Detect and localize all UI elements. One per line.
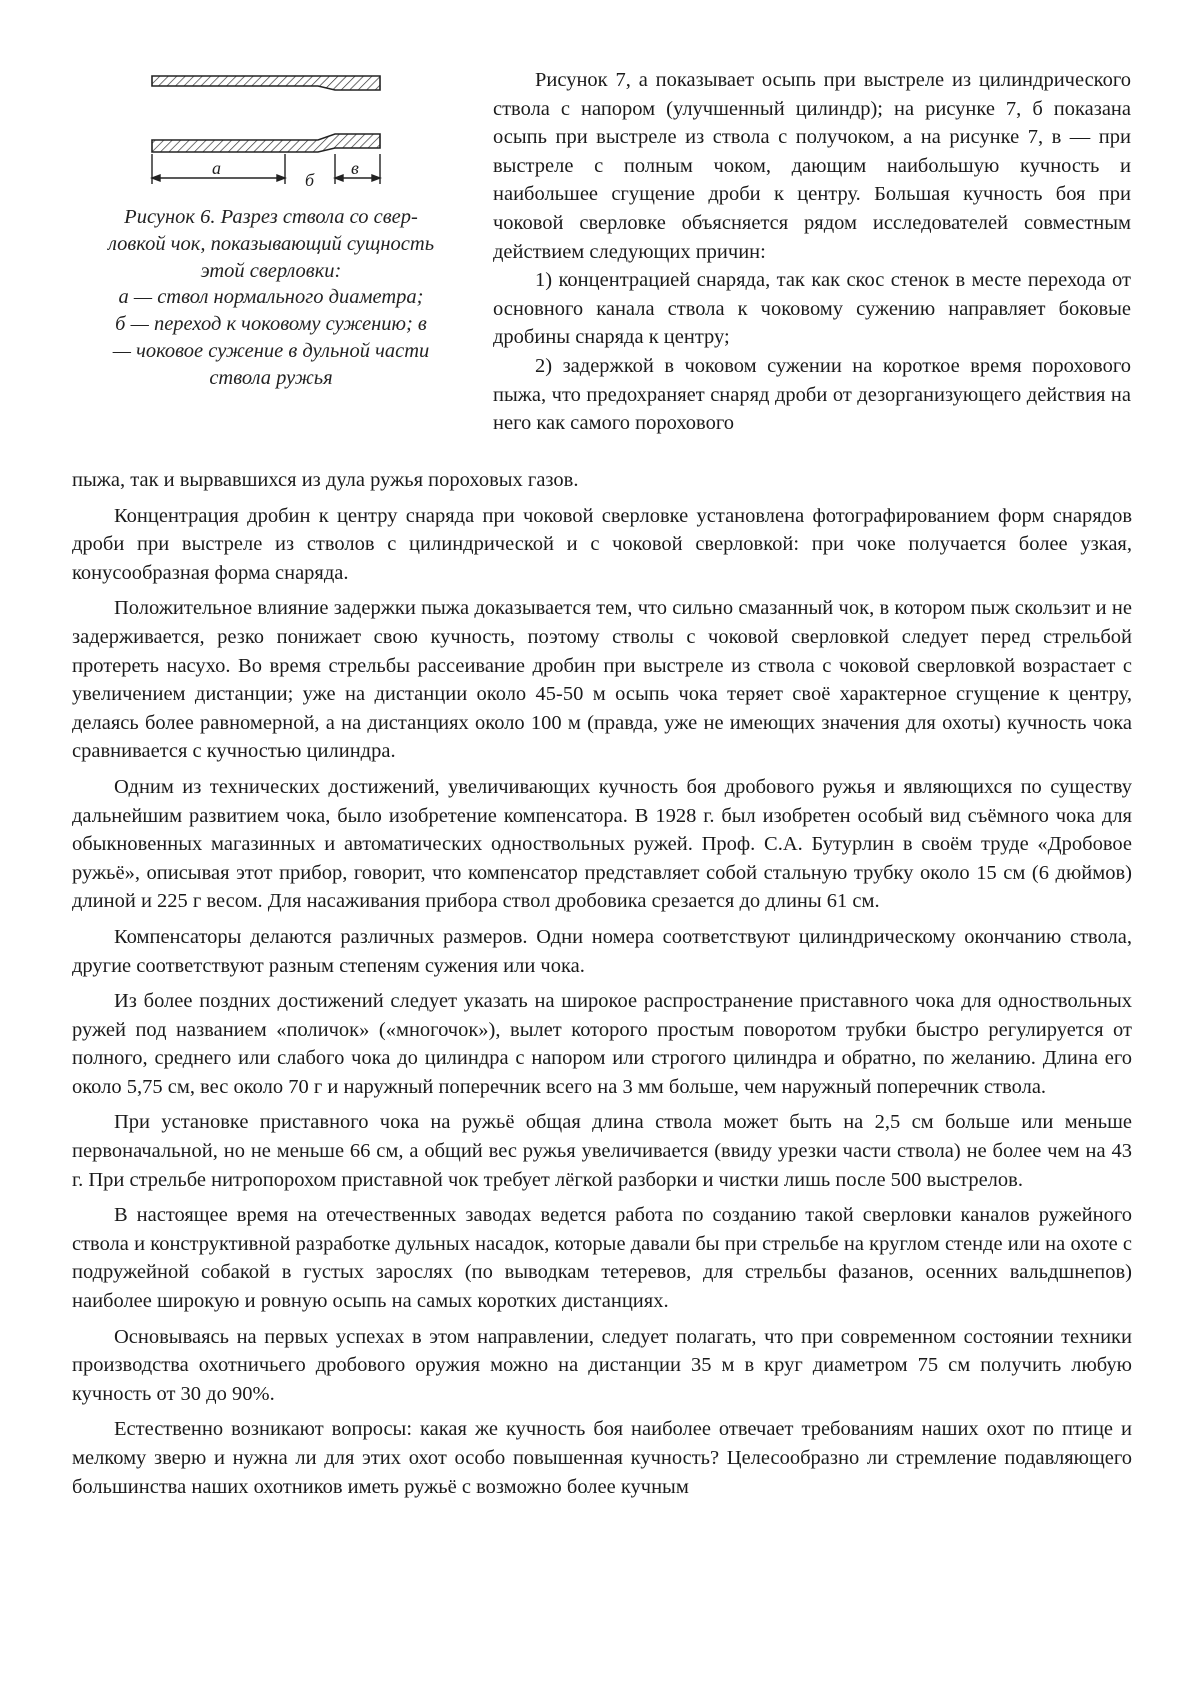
caption-line: ловкой чок, показывающий сущность <box>107 232 435 255</box>
paragraph: Основываясь на первых успехах в этом направлении, следует полагать, что при современном состоянии техники производства охотничьего дробового оружия можно на дистанции 35 м в круг диаметром 75 см получить любую кучность от 30 до 90%. <box>72 1325 1132 1405</box>
paragraph: 1) концентрацией снаряда, так как скос стенок в месте перехода от основного канала ствола к чоковому сужению направляет боковые дробины снаряда к центру; <box>493 269 1131 349</box>
paragraph: Одним из технических достижений, увеличивающих кучность боя дробового ружья и являющихся по существу дальнейшим развитием чока, было изобретение компенсатора. В 1928 г. был изобретен особый вид съёмного чока для обыкновенных магазинных и автоматических одноствольных ружей. Проф. С.А. Бутурлин в своём труде «Дробовое ружьё», описывая этот прибор, говорит, что компенсатор представляет собой стальную трубку около 15 см (6 дюймов) длиной и 225 г весом. Для насаживания прибора ствол дробовика срезается до длины 61 см. <box>72 775 1132 913</box>
barrel-wall-bottom <box>152 134 380 152</box>
right-column-text <box>493 66 1131 438</box>
dimension-label-a: а <box>212 158 221 178</box>
paragraph-continuation: пыжа, так и вырвавшихся из дула ружья пороховых газов. <box>72 469 579 491</box>
paragraph: Положительное влияние задержки пыжа доказывается тем, что сильно смазанный чок, в котором пыж скользит и не задерживается, резко понижает свою кучность, поэтому стволы с чоковой сверловкой следует перед стрельбой протереть насухо. Во время стрельбы рассеивание дробин при выстреле из ствола с чоковой сверловкой возрастает с увеличением дистанции; уже на дистанции около 45-50 м осыпь чока теряет своё характерное сгущение к центру, делаясь более равномерной, а на дистанциях около 100 м (правда, уже не имеющих значения для охоты) кучность чока сравнивается с кучностью цилиндра. <box>72 597 1132 763</box>
paragraph: Концентрация дробин к центру снаряда при чоковой сверловке установлена фотографированием форм снарядов дроби при выстреле из стволов с цилиндрической и с чоковой сверловкой: при чоке получается более узкая, конусообразная форма снаряда. <box>72 504 1132 584</box>
barrel-wall-top <box>152 76 380 90</box>
paragraph: При установке приставного чока на ружьё общая длина ствола может быть на 2,5 см больше или меньше первоначальной, но не меньше 66 см, а общий вес ружья увеличивается (ввиду урезки части ствола) не более чем на 43 г. При стрельбе нитропорохом приставной чок требует лёгкой разборки и чистки лишь после 500 выстрелов. <box>72 1111 1132 1191</box>
figure-6 <box>72 60 470 392</box>
paragraph: Естественно возникают вопросы: какая же кучность боя наиболее отвечает требованиям наших охот по птице и мелкому зверю и нужна ли для этих охот особо повышенная кучность? Целесообразно ли стремление подавляющего большинства наших охотников иметь ружьё с возможно более кучным <box>72 1418 1132 1498</box>
dimension-lines <box>152 154 380 184</box>
caption-line: этой сверловки: <box>200 259 342 282</box>
barrel-section-drawing <box>150 60 390 190</box>
paragraph: В настоящее время на отечественных заводах ведется работа по созданию такой сверловки каналов ружейного ствола и конструктивной разработке дульных насадок, которые давали бы при стрельбе на круглом стенде или на охоте с подружейной собакой в густых зарослях (по выводкам тетеревов, для стрельбы фазанов, осенних вальдшнепов) наиболее широкую и ровную осыпь на самых коротких дистанциях. <box>72 1204 1132 1313</box>
paragraph: 2) задержкой в чоковом сужении на короткое время порохового пыжа, что предохраняет снаряд дроби от дезорганизующего действия на него как самого порохового <box>493 354 1131 435</box>
figure-caption <box>72 204 470 392</box>
caption-line: а — ствол нормального диаметра; <box>118 286 424 309</box>
paragraph: Из более поздних достижений следует указать на широкое распространение приставного чока для одноствольных ружей под названием «поличок» («многочок»), вылет которого простым поворотом трубки быстро регулируется от полного, среднего или слабого чока до цилиндра с напором или строгого цилиндра и обратно, по желанию. Длина его около 5,75 см, вес около 70 г и наружный поперечник всего на 3 мм больше, чем наружный поперечник ствола. <box>72 990 1132 1098</box>
dimension-label-b: б <box>305 170 315 190</box>
caption-line: ствола ружья <box>209 366 333 389</box>
paragraph: Компенсаторы делаются различных размеров. Одни номера соответствуют цилиндрическому окончанию ствола, другие соответствуют разным степеням сужения или чока. <box>72 925 1132 977</box>
dimension-label-v: в <box>351 158 359 178</box>
caption-line: Рисунок 6. Разрез ствола со свер- <box>124 206 418 228</box>
paragraph: Рисунок 7, а показывает осыпь при выстреле из цилиндрического ствола с напором (улучшенный цилиндр); на рисунке 7, б показана осыпь при выстреле из ствола с получоком, а на рисунке 7, в — при выстреле с полным чоком, дающим наибольшую кучность и наибольшее сгущение дроби к центру. Большая кучность боя при чоковой сверловке объясняется рядом исследователей совместным действием следующих причин: <box>493 69 1131 263</box>
caption-line: — чоковое сужение в дульной части <box>112 339 430 362</box>
body-text <box>72 466 1132 1501</box>
caption-line: б — переход к чоковому сужению; в <box>115 313 427 336</box>
